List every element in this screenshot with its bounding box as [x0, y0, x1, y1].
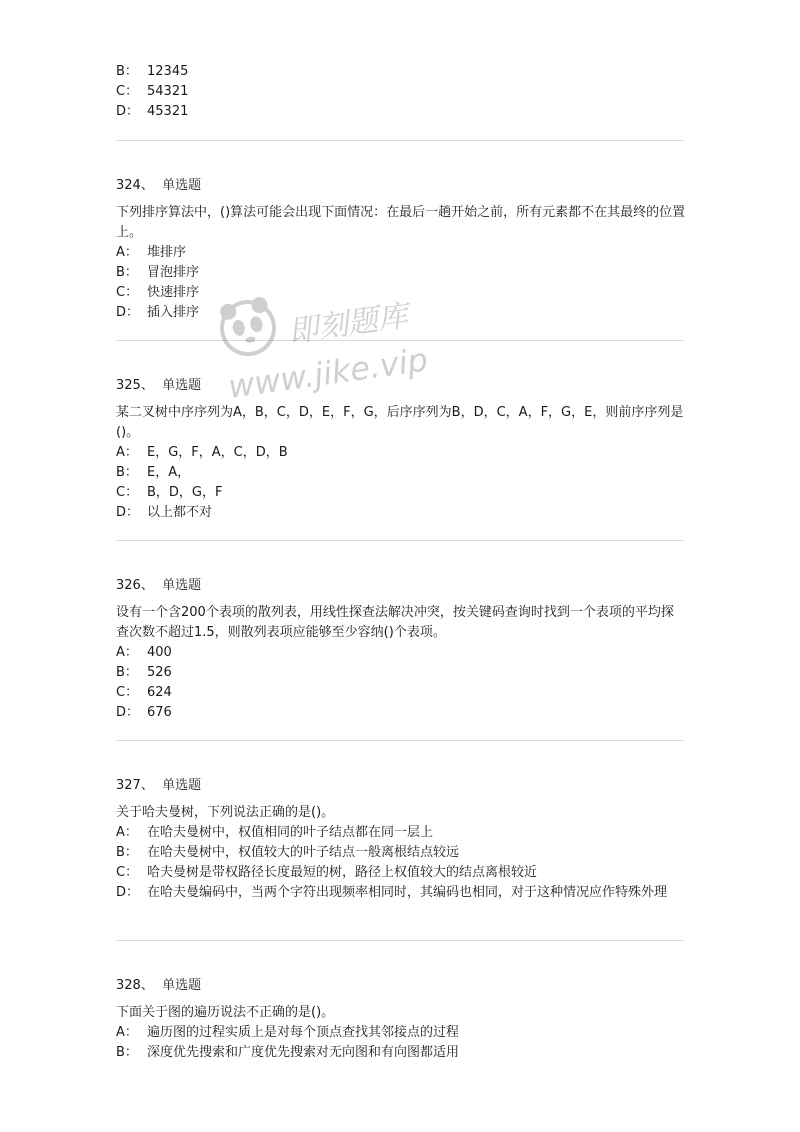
option-b: B： 深度优先搜索和广度优先搜索对无向图和有向图都适用: [116, 1045, 460, 1060]
option-c: C： B，D，G，F: [116, 485, 223, 500]
option-b: B： 冒泡排序: [116, 265, 200, 280]
option-c: C： 54321: [116, 84, 189, 99]
option-b: B： 12345: [116, 64, 189, 79]
question-325: [116, 376, 686, 523]
option-c: C： 哈夫曼树是带权路径长度最短的树，路径上权值较大的结点离根较近: [116, 865, 538, 880]
divider: [116, 940, 684, 941]
question-stem: 某二叉树中序序列为A，B，C，D，E，F，G，后序序列为B，D，C，A，F，G，E，则前序序列是()。: [116, 405, 684, 440]
option-d: D： 以上都不对: [116, 505, 213, 520]
question-header: 324、 单选题: [116, 178, 202, 193]
question-header: 326、 单选题: [116, 578, 202, 593]
divider: [116, 140, 684, 141]
question-stem: 下面关于图的遍历说法不正确的是()。: [116, 1005, 335, 1020]
divider: [116, 740, 684, 741]
question-326: [116, 576, 686, 723]
option-d: D： 插入排序: [116, 305, 200, 320]
option-b: B： 在哈夫曼树中，权值较大的叶子结点一般离根结点较远: [116, 845, 460, 860]
question-header: 325、 单选题: [116, 378, 202, 393]
option-d: D： 在哈夫曼编码中，当两个字符出现频率相同时，其编码也相同，对于这种情况应作特殊外理: [116, 885, 668, 900]
watermark-url: www.jike.vip: [225, 340, 431, 406]
option-c: C： 快速排序: [116, 285, 200, 300]
question-323-tail: [116, 62, 686, 122]
option-a: A： 堆排序: [116, 245, 187, 260]
question-stem: 关于哈夫曼树，下列说法正确的是()。: [116, 805, 335, 820]
option-b: B： E，A，: [116, 465, 191, 480]
option-d: D： 45321: [116, 104, 189, 119]
option-a: A： E，G，F，A，C，D，B: [116, 445, 288, 460]
option-a: A： 在哈夫曼树中，权值相同的叶子结点都在同一层上: [116, 825, 434, 840]
question-328: [116, 976, 686, 1063]
question-324: [116, 176, 686, 323]
question-stem: 下列排序算法中，()算法可能会出现下面情况：在最后一趟开始之前，所有元素都不在其最终的位置上。: [116, 205, 686, 240]
question-header: 328、 单选题: [116, 978, 202, 993]
divider: [116, 540, 684, 541]
option-a: A： 400: [116, 645, 172, 660]
option-d: D： 676: [116, 705, 172, 720]
question-stem: 设有一个含200个表项的散列表，用线性探查法解决冲突，按关键码查询时找到一个表项的平均探查次数不超过1.5，则散列表项应能够至少容纳()个表项。: [116, 605, 674, 640]
option-c: C： 624: [116, 685, 172, 700]
question-327: [116, 776, 686, 903]
option-a: A： 遍历图的过程实质上是对每个顶点查找其邻接点的过程: [116, 1025, 460, 1040]
option-b: B： 526: [116, 665, 172, 680]
question-header: 327、 单选题: [116, 778, 202, 793]
divider: [116, 340, 684, 341]
watermark-brand: 即刻题库: [286, 298, 410, 350]
